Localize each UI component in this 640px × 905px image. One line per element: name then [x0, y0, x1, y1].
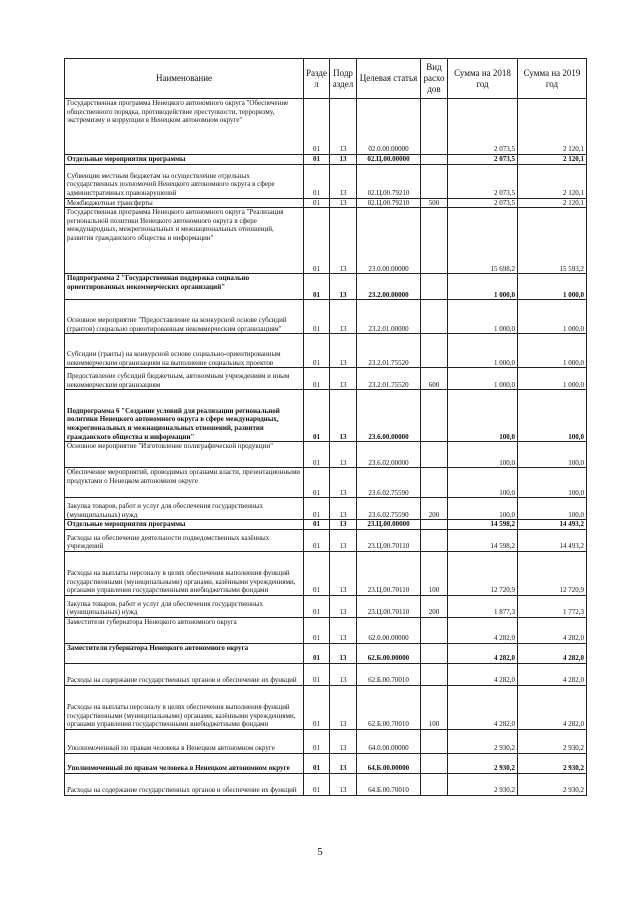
- header-row: [65, 59, 587, 99]
- row-name: Уполномоченный по правам человека в Ненецком автономном округе: [65, 729, 304, 753]
- table-row: [65, 729, 587, 753]
- row-razdel: 01: [304, 442, 330, 468]
- row-vid: [421, 390, 448, 442]
- row-razdel: 01: [304, 643, 330, 663]
- table-row: [65, 208, 587, 274]
- table-row: [65, 685, 587, 729]
- row-sum-2018: 1 000,0: [448, 368, 518, 390]
- table-row: [65, 468, 587, 498]
- row-target: 02.Ц.00.79210: [357, 164, 421, 198]
- row-razdel: 01: [304, 663, 330, 685]
- row-podrazdel: 13: [330, 753, 357, 773]
- header-sum-2019: Сумма на 2019 год: [518, 59, 587, 99]
- table-row: [65, 643, 587, 663]
- header-sum-2018: Сумма на 2018 год: [448, 59, 518, 99]
- row-name: Отдельные мероприятия программы: [65, 520, 304, 530]
- row-sum-2018: 100,0: [448, 390, 518, 442]
- header-podrazdel: Подр аздел: [330, 59, 357, 99]
- row-vid: [421, 442, 448, 468]
- row-name: Расходы на выплаты персоналу в целях обеспечения выполнения функций государственными (муниципальными) органами, казёнными учреждениями, органами управления государственными внебюджетными фондами: [65, 551, 304, 595]
- table-row: [65, 520, 587, 530]
- row-sum-2018: 100,0: [448, 468, 518, 498]
- row-vid: [421, 300, 448, 334]
- row-sum-2019: 100,0: [518, 498, 587, 520]
- row-sum-2018: 14 598,2: [448, 520, 518, 530]
- header-target-article: Целевая статья: [357, 59, 421, 99]
- table-row: [65, 99, 587, 155]
- table-row: [65, 164, 587, 198]
- row-sum-2019: 2 930,2: [518, 773, 587, 795]
- table-row: [65, 442, 587, 468]
- row-vid: [421, 643, 448, 663]
- row-name: Закупка товаров, работ и услуг для обеспечения государственных (муниципальных) нужд: [65, 595, 304, 617]
- row-razdel: 01: [304, 468, 330, 498]
- row-vid: [421, 164, 448, 198]
- row-sum-2019: 100,0: [518, 468, 587, 498]
- row-razdel: 01: [304, 274, 330, 300]
- row-sum-2018: 2 073,5: [448, 164, 518, 198]
- row-name: Подпрограмма 6 "Создание условий для реализации региональной политики Ненецкого автономного округа в сфере международных, межрегиональных и межнациональных отношений, развития гражданского общества и информации": [65, 390, 304, 442]
- row-razdel: 01: [304, 368, 330, 390]
- row-sum-2019: 4 282,0: [518, 663, 587, 685]
- row-sum-2018: 4 282,0: [448, 617, 518, 643]
- row-sum-2018: 1 000,0: [448, 334, 518, 368]
- row-name: Заместители губернатора Ненецкого автономного округа: [65, 617, 304, 643]
- row-name: Субвенции местным бюджетам на осуществление отдельных государственных полномочий Ненецкого автономного округа в сфере административных правонарушений: [65, 164, 304, 198]
- row-podrazdel: 13: [330, 99, 357, 155]
- row-sum-2018: 100,0: [448, 498, 518, 520]
- row-vid: [421, 208, 448, 274]
- header-razdel: Разде л: [304, 59, 330, 99]
- table-row: [65, 529, 587, 551]
- row-target: 23.2.01.00000: [357, 300, 421, 334]
- row-sum-2019: 4 282,0: [518, 617, 587, 643]
- row-podrazdel: 13: [330, 595, 357, 617]
- table-row: [65, 334, 587, 368]
- row-razdel: 01: [304, 99, 330, 155]
- row-name: Подпрограмма 2 "Государственная поддержка социально ориентированных некоммерческих организаций": [65, 274, 304, 300]
- row-podrazdel: 13: [330, 334, 357, 368]
- table-row: [65, 368, 587, 390]
- table-row: [65, 198, 587, 208]
- row-sum-2018: 12 720,9: [448, 551, 518, 595]
- row-podrazdel: 13: [330, 442, 357, 468]
- row-sum-2018: 1 877,3: [448, 595, 518, 617]
- table-row: [65, 753, 587, 773]
- row-podrazdel: 13: [330, 274, 357, 300]
- row-name: Расходы на содержание государственных органов и обеспечение их функций: [65, 663, 304, 685]
- row-sum-2019: 100,0: [518, 390, 587, 442]
- row-target: 23.6.02.00000: [357, 442, 421, 468]
- row-name: Расходы на содержание государственных органов и обеспечение их функций: [65, 773, 304, 795]
- row-sum-2019: 2 930,2: [518, 729, 587, 753]
- row-name: Отдельные мероприятия программы: [65, 155, 304, 165]
- row-vid: 500: [421, 198, 448, 208]
- table-row: [65, 595, 587, 617]
- row-podrazdel: 13: [330, 208, 357, 274]
- table-row: [65, 663, 587, 685]
- row-sum-2019: 1 000,0: [518, 368, 587, 390]
- row-target: 23.Ц.00.70110: [357, 595, 421, 617]
- table-row: [65, 274, 587, 300]
- row-vid: [421, 274, 448, 300]
- row-target: 02.Ц.00.00000: [357, 155, 421, 165]
- row-sum-2019: 1 000,0: [518, 300, 587, 334]
- row-podrazdel: 13: [330, 390, 357, 442]
- row-podrazdel: 13: [330, 617, 357, 643]
- row-sum-2019: 4 282,0: [518, 685, 587, 729]
- row-name: Государственная программа Ненецкого автономного округа "Реализация региональной политики Ненецкого автономного округа в сфере международных, межрегиональных и межнациональных отношений, развития гражданского общества и информации": [65, 208, 304, 274]
- row-razdel: 01: [304, 198, 330, 208]
- row-sum-2018: 4 282,0: [448, 643, 518, 663]
- row-sum-2018: 100,0: [448, 442, 518, 468]
- row-sum-2019: 12 720,9: [518, 551, 587, 595]
- row-name: Заместители губернатора Ненецкого автономного округа: [65, 643, 304, 663]
- row-vid: [421, 520, 448, 530]
- row-razdel: 01: [304, 685, 330, 729]
- row-vid: [421, 529, 448, 551]
- row-vid: 100: [421, 685, 448, 729]
- row-name: Субсидии (гранты) на конкурсной основе социально-ориентированным некоммерческим организациям на выполнение социальных проектов: [65, 334, 304, 368]
- table-row: [65, 390, 587, 442]
- row-name: Обеспечение мероприятий, проводимых органами власти, презентационными продуктами о Ненецком автономном округе: [65, 468, 304, 498]
- row-sum-2019: 14 493,2: [518, 520, 587, 530]
- row-podrazdel: 13: [330, 468, 357, 498]
- row-razdel: 01: [304, 164, 330, 198]
- row-target: 23.Ц.00.70110: [357, 551, 421, 595]
- row-podrazdel: 13: [330, 520, 357, 530]
- table-row: [65, 551, 587, 595]
- row-sum-2019: 2 120,1: [518, 164, 587, 198]
- row-target: 23.6.02.75590: [357, 468, 421, 498]
- row-razdel: 01: [304, 551, 330, 595]
- row-target: 23.2.00.00000: [357, 274, 421, 300]
- row-sum-2018: 2 073,5: [448, 99, 518, 155]
- row-razdel: 01: [304, 595, 330, 617]
- row-razdel: 01: [304, 300, 330, 334]
- row-razdel: 01: [304, 498, 330, 520]
- row-sum-2018: 2 930,2: [448, 729, 518, 753]
- row-podrazdel: 13: [330, 663, 357, 685]
- row-vid: [421, 753, 448, 773]
- row-target: 62.Б.00.70010: [357, 685, 421, 729]
- row-name: Межбюджетные трансферты: [65, 198, 304, 208]
- row-target: 62.Б.00.00000: [357, 643, 421, 663]
- row-razdel: 01: [304, 334, 330, 368]
- row-sum-2019: 1 000,0: [518, 274, 587, 300]
- row-podrazdel: 13: [330, 773, 357, 795]
- row-target: 23.Ц.00.70110: [357, 529, 421, 551]
- table-row: [65, 773, 587, 795]
- row-target: 62.Б.00.70010: [357, 663, 421, 685]
- row-name: Расходы на обеспечение деятельности подведомственных казённых учреждений: [65, 529, 304, 551]
- row-podrazdel: 13: [330, 164, 357, 198]
- row-vid: 100: [421, 551, 448, 595]
- row-sum-2019: 1 000,0: [518, 334, 587, 368]
- row-razdel: 01: [304, 729, 330, 753]
- budget-page: [64, 58, 586, 796]
- row-razdel: 01: [304, 208, 330, 274]
- row-name: Закупка товаров, работ и услуг для обеспечения государственных (муниципальных) нужд: [65, 498, 304, 520]
- row-sum-2018: 2 930,2: [448, 773, 518, 795]
- row-name: Государственная программа Ненецкого автономного округа "Обеспечение общественного порядка, противодействие преступности, терроризму, экстремизму и коррупции в Ненецком автономном округе": [65, 99, 304, 155]
- row-sum-2019: 14 493,2: [518, 529, 587, 551]
- row-sum-2019: 2 120,1: [518, 155, 587, 165]
- row-vid: 600: [421, 368, 448, 390]
- row-sum-2018: 14 598,2: [448, 529, 518, 551]
- row-podrazdel: 13: [330, 529, 357, 551]
- row-podrazdel: 13: [330, 368, 357, 390]
- row-sum-2018: 15 698,2: [448, 208, 518, 274]
- row-podrazdel: 13: [330, 643, 357, 663]
- row-podrazdel: 13: [330, 498, 357, 520]
- row-target: 23.6.00.00000: [357, 390, 421, 442]
- table-row: [65, 300, 587, 334]
- row-name: Основное мероприятие "Изготовление полиграфической продукции": [65, 442, 304, 468]
- row-vid: [421, 617, 448, 643]
- table-row: [65, 498, 587, 520]
- row-vid: 200: [421, 498, 448, 520]
- page-number: 5: [317, 846, 323, 858]
- row-name: Расходы на выплаты персоналу в целях обеспечения выполнения функций государственными (муниципальными) органами, казёнными учреждениями, органами управления государственными внебюджетными фондами: [65, 685, 304, 729]
- row-sum-2018: 2 930,2: [448, 753, 518, 773]
- budget-table: [64, 58, 587, 796]
- row-vid: [421, 99, 448, 155]
- row-name: Уполномоченный по правам человека в Ненецком автономном округе: [65, 753, 304, 773]
- row-name: Предоставление субсидий бюджетным, автономным учреждениям и иным некоммерческим организациям: [65, 368, 304, 390]
- row-sum-2018: 2 073,5: [448, 155, 518, 165]
- row-target: 64.Б.00.00000: [357, 753, 421, 773]
- row-razdel: 01: [304, 617, 330, 643]
- row-podrazdel: 13: [330, 551, 357, 595]
- table-row: [65, 155, 587, 165]
- row-target: 62.0.00.00000: [357, 617, 421, 643]
- row-sum-2019: 2 120,1: [518, 99, 587, 155]
- row-sum-2018: 1 000,0: [448, 274, 518, 300]
- row-vid: [421, 663, 448, 685]
- row-sum-2019: 15 593,2: [518, 208, 587, 274]
- row-podrazdel: 13: [330, 300, 357, 334]
- row-target: 23.2.01.75520: [357, 368, 421, 390]
- row-sum-2018: 4 282,0: [448, 663, 518, 685]
- row-sum-2018: 2 073,5: [448, 198, 518, 208]
- row-target: 64.Б.00.70010: [357, 773, 421, 795]
- row-vid: [421, 334, 448, 368]
- row-podrazdel: 13: [330, 198, 357, 208]
- row-vid: [421, 155, 448, 165]
- row-target: 02.Ц.00.79210: [357, 198, 421, 208]
- row-sum-2018: 1 000,0: [448, 300, 518, 334]
- row-podrazdel: 13: [330, 155, 357, 165]
- row-razdel: 01: [304, 390, 330, 442]
- row-target: 23.2.01.75520: [357, 334, 421, 368]
- header-expense-type: Вид расхо дов: [421, 59, 448, 99]
- row-vid: [421, 468, 448, 498]
- row-target: 23.0.00.00000: [357, 208, 421, 274]
- row-target: 23.6.02.75590: [357, 498, 421, 520]
- table-row: [65, 617, 587, 643]
- row-podrazdel: 13: [330, 729, 357, 753]
- row-razdel: 01: [304, 155, 330, 165]
- row-vid: [421, 773, 448, 795]
- row-target: 64.0.00.00000: [357, 729, 421, 753]
- row-target: 02.0.00.00000: [357, 99, 421, 155]
- row-razdel: 01: [304, 753, 330, 773]
- row-razdel: 01: [304, 529, 330, 551]
- row-sum-2019: 100,0: [518, 442, 587, 468]
- row-vid: 200: [421, 595, 448, 617]
- row-vid: [421, 729, 448, 753]
- row-razdel: 01: [304, 520, 330, 530]
- row-name: Основное мероприятие "Предоставление на конкурсной основе субсидий (грантов) социально ориентированным некоммерческим организациям": [65, 300, 304, 334]
- row-razdel: 01: [304, 773, 330, 795]
- row-sum-2019: 4 282,0: [518, 643, 587, 663]
- row-podrazdel: 13: [330, 685, 357, 729]
- row-sum-2018: 4 282,0: [448, 685, 518, 729]
- row-sum-2019: 1 772,3: [518, 595, 587, 617]
- header-name: Наименование: [65, 59, 304, 99]
- row-sum-2019: 2 120,1: [518, 198, 587, 208]
- row-target: 23.Ц.00.00000: [357, 520, 421, 530]
- row-sum-2019: 2 930,2: [518, 753, 587, 773]
